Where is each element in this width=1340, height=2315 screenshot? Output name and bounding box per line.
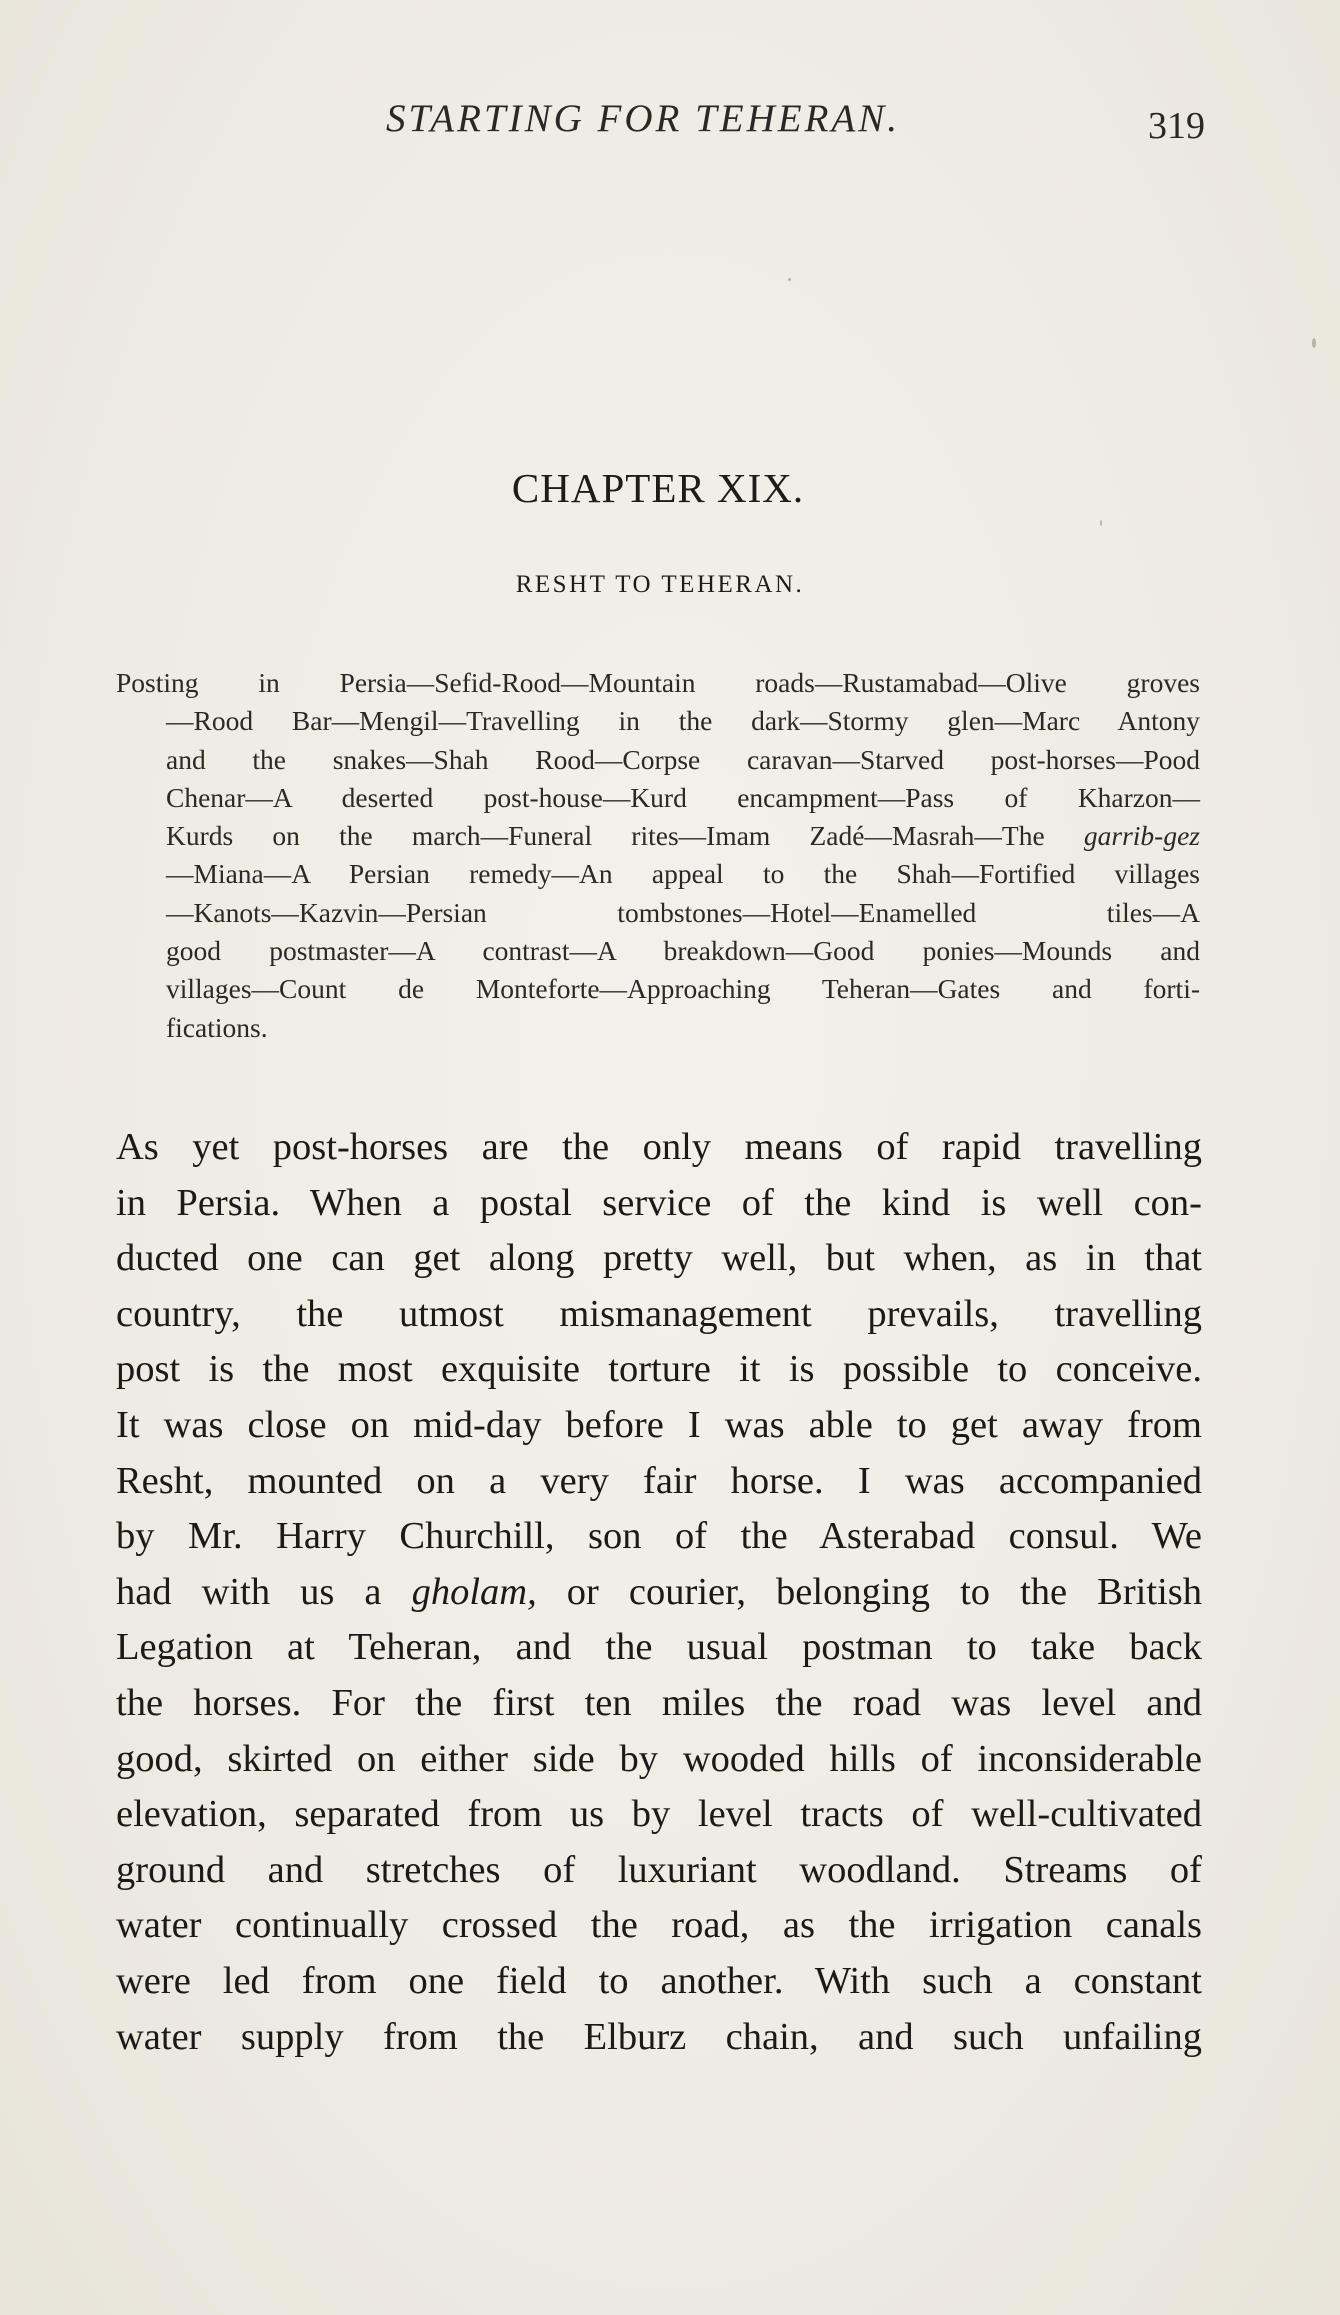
paper-speck [1312, 338, 1316, 348]
page-number: 319 [1148, 105, 1205, 147]
chapter-title: CHAPTER XIX. [511, 465, 805, 511]
body-line: Resht, mounted on a very fair horse. I was accompanied [116, 1459, 1202, 1502]
body-line: ground and stretches of luxuriant woodland. Streams of [116, 1848, 1202, 1891]
body-line: water supply from the Elburz chain, and such unfailing [116, 2015, 1202, 2058]
paper-speck [1100, 520, 1102, 526]
body-text: or courier, belonging to the British [566, 1570, 1203, 1613]
body-line [116, 1565, 1202, 1621]
body-line: in Persia. When a postal service of the kind is well con- [116, 1181, 1202, 1224]
body-line: good, skirted on either side by wooded hills of inconsiderable [116, 1737, 1202, 1780]
synopsis-line: Chenar—A deserted post-house—Kurd encampment—Pass of Kharzon— [166, 781, 1200, 813]
body-line: Legation at Teheran, and the usual postman to take back [116, 1626, 1202, 1669]
paper-speck [788, 278, 791, 281]
synopsis-text: Kurds on the march—Funeral rites—Imam Zadé—Masrah—The [166, 820, 1045, 852]
synopsis-line: and the snakes—Shah Rood—Corpse caravan—Starved post-horses—Pood [166, 743, 1200, 775]
synopsis-line: Posting in Persia—Sefid-Rood—Mountain roads—Rustamabad—Olive groves [116, 667, 1200, 698]
body-line: post is the most exquisite torture it is possible to conceive. [116, 1348, 1202, 1391]
chapter-synopsis [116, 664, 1200, 1047]
body-line: country, the utmost mismanagement prevails, travelling [116, 1292, 1202, 1335]
body-line: were led from one field to another. With such a constant [116, 1959, 1202, 2002]
body-line: It was close on mid-day before I was able to get away from [116, 1403, 1202, 1446]
running-head-title: STARTING FOR TEHERAN. [386, 97, 901, 140]
body-line: As yet post-horses are the only means of rapid travelling [116, 1126, 1202, 1168]
chapter-subtitle: RESHT TO TEHERAN. [515, 571, 805, 598]
body-line: the horses. For the first ten miles the road was level and [116, 1681, 1202, 1724]
body-line: ducted one can get along pretty well, but when, as in that [116, 1237, 1202, 1280]
synopsis-italic-term: garrib-gez [1083, 820, 1200, 852]
synopsis-line: —Rood Bar—Mengil—Travelling in the dark—Stormy glen—Marc Antony [166, 705, 1200, 737]
synopsis-line: good postmaster—A contrast—A breakdown—Good ponies—Mounds and [166, 935, 1200, 967]
synopsis-line: villages—Count de Monteforte—Approaching Teheran—Gates and forti- [166, 973, 1200, 1005]
body-line: elevation, separated from us by level tracts of well-cultivated [116, 1793, 1202, 1836]
synopsis-line: —Kanots—Kazvin—Persian tombstones—Hotel—Enamelled tiles—A [166, 896, 1200, 928]
body-line: by Mr. Harry Churchill, son of the Asterabad consul. We [116, 1515, 1202, 1558]
body-paragraph [116, 1120, 1202, 2065]
synopsis-line [116, 817, 1200, 855]
body-line: water continually crossed the road, as the irrigation canals [116, 1904, 1202, 1947]
body-text: had with us a [116, 1570, 382, 1613]
synopsis-line: fications. [166, 1011, 268, 1043]
body-italic-term: gholam, [411, 1570, 537, 1613]
synopsis-line: —Miana—A Persian remedy—An appeal to the Shah—Fortified villages [166, 858, 1200, 890]
